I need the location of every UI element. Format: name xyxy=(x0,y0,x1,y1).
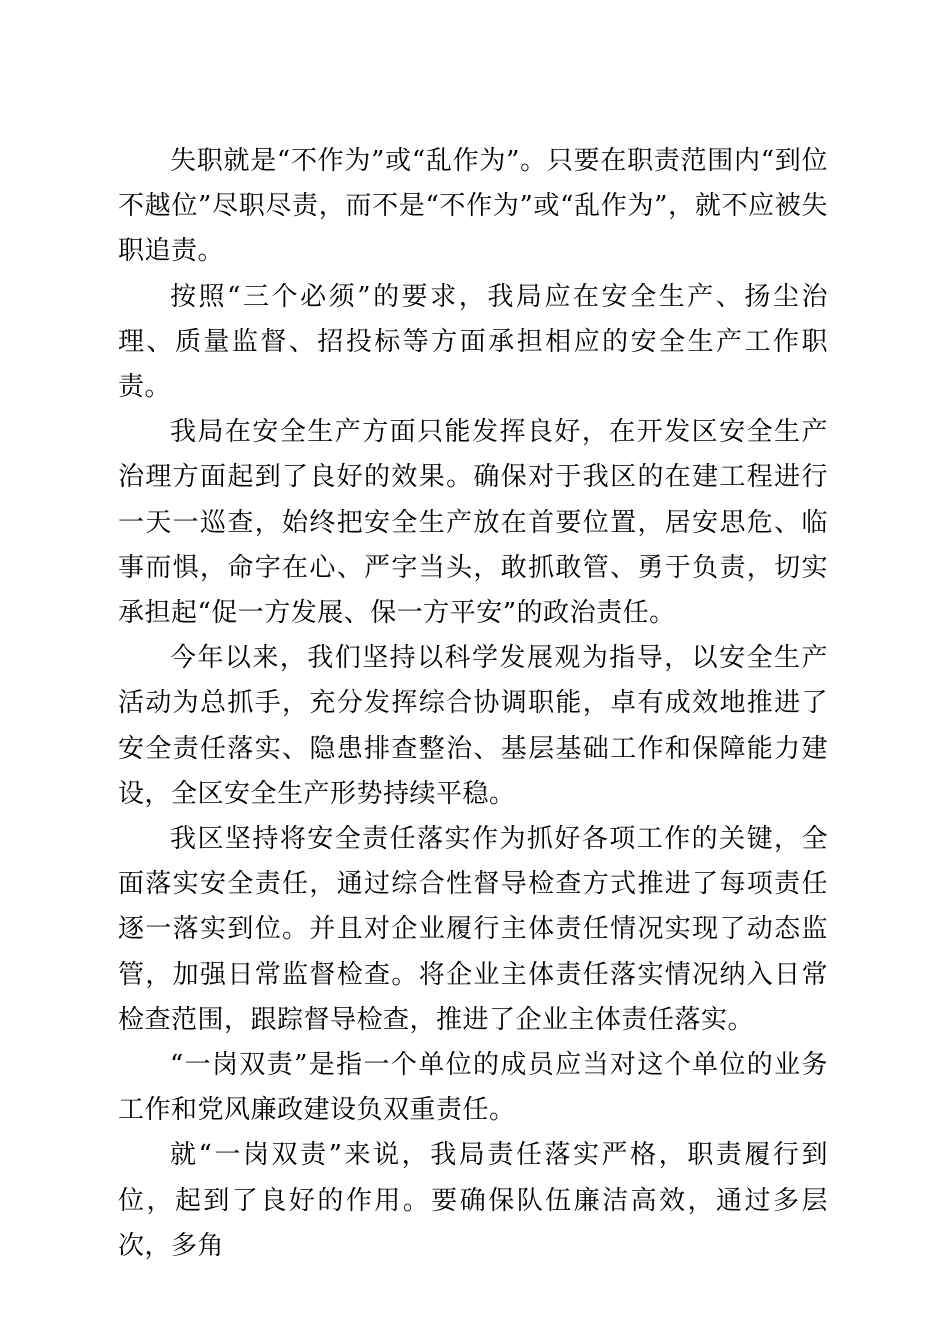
paragraph-1: 失职就是“不作为”或“乱作为”。只要在职责范围内“到位不越位”尽职尽责，而不是“不作为”或“乱作为”，就不应被失职追责。 xyxy=(118,146,828,267)
paragraph-6: “一岗双责”是指一个单位的成员应当对这个单位的业务工作和党风廉政建设负双重责任。 xyxy=(118,1050,828,1126)
paragraph-4: 今年以来，我们坚持以科学发展观为指导，以安全生产活动为总抓手，充分发挥综合协调职能，卓有成效地推进了安全责任落实、隐患排查整治、基层基础工作和保障能力建设，全区安全生产形势持续平稳。 xyxy=(118,643,828,809)
paragraph-7: 就“一岗双责”来说，我局责任落实严格，职责履行到位，起到了良好的作用。要确保队伍廉洁高效，通过多层次，多角 xyxy=(118,1140,828,1261)
paragraph-5: 我区坚持将安全责任落实作为抓好各项工作的关键，全面落实安全责任，通过综合性督导检查方式推进了每项责任逐一落实到位。并且对企业履行主体责任情况实现了动态监管，加强日常监督检查。将企业主体责任落实情况纳入日常检查范围，跟踪督导检查，推进了企业主体责任落实。 xyxy=(118,824,828,1035)
document-body xyxy=(118,139,828,1269)
paragraph-3: 我局在安全生产方面只能发挥良好，在开发区安全生产治理方面起到了良好的效果。确保对于我区的在建工程进行一天一巡查，始终把安全生产放在首要位置，居安思危、临事而惧，命字在心、严字当头，敢抓敢管、勇于负责，切实承担起“促一方发展、保一方平安”的政治责任。 xyxy=(118,417,828,629)
paragraph-2: 按照“三个必须”的要求，我局应在安全生产、扬尘治理、质量监督、招投标等方面承担相应的安全生产工作职责。 xyxy=(118,281,828,403)
